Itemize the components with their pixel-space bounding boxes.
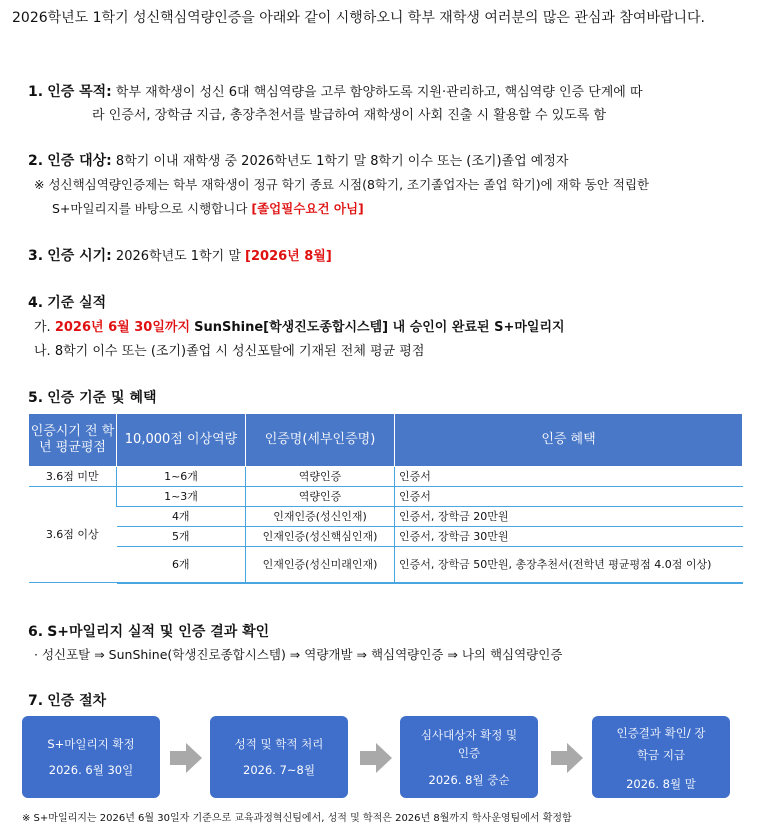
section-2-note-text: S+마일리지를 바탕으로 시행합니다 xyxy=(52,201,248,216)
section-3-title: 인증 시기: xyxy=(47,248,112,264)
section-check-title xyxy=(28,621,269,641)
section-target xyxy=(28,150,568,170)
section-criteria-title xyxy=(28,292,106,312)
section-4-item-b: 나. 8학기 이수 또는 (조기)졸업 시 성신포탈에 기재된 전체 평균 평점 xyxy=(34,344,425,359)
table-row xyxy=(29,467,743,487)
process-step-result xyxy=(592,716,730,798)
cell-name: 역량인증 xyxy=(246,487,395,507)
cell-benefit: 인증서 xyxy=(395,487,743,507)
section-6-number: 6. xyxy=(28,624,44,640)
section-3-text: 2026학년도 1학기 말 xyxy=(115,249,241,264)
table-row xyxy=(29,547,743,583)
procedure-footnote: ※ S+마일리지는 2026년 6월 30일자 기준으로 교육과정혁신팀에서, 성적 및 학적은 2026년 8월까지 학사운영팀에서 확정함 xyxy=(22,813,572,824)
cell-gpa: 3.6점 미만 xyxy=(29,467,117,487)
step-date: 2026. 8월 말 xyxy=(626,777,696,791)
section-1-title: 인증 목적: xyxy=(47,84,112,100)
section-5-number: 5. xyxy=(28,390,44,406)
step-label: 인증결과 확인/ 장학금 지급 xyxy=(616,726,706,762)
process-step-review xyxy=(400,716,538,798)
section-4-item-a xyxy=(34,316,565,335)
cell-name: 역량인증 xyxy=(246,467,395,487)
section-4-a-red: 2026년 6월 30일까지 xyxy=(54,320,191,335)
table-row xyxy=(29,507,743,527)
cell-count: 1~6개 xyxy=(117,467,246,487)
section-2-note-red: [졸업필수요건 아님] xyxy=(251,201,364,216)
cell-benefit: 인증서, 장학금 20만원 xyxy=(395,507,743,527)
section-3-number: 3. xyxy=(28,248,44,264)
table-row xyxy=(29,527,743,547)
cell-count: 1~3개 xyxy=(117,487,246,507)
section-1-line1: 학부 재학생이 성신 6대 핵심역량을 고루 함양하도록 지원·관리하고, 핵심역량 인증 단계에 따 xyxy=(115,85,643,100)
section-4-title: 기준 실적 xyxy=(47,295,107,311)
cell-count: 4개 xyxy=(117,507,246,527)
cell-benefit: 인증서, 장학금 30만원 xyxy=(395,527,743,547)
step-date: 2026. 7~8월 xyxy=(243,763,315,777)
section-purpose xyxy=(28,80,758,105)
cell-name: 인재인증(성신핵심인재) xyxy=(246,527,395,547)
section-2-note-line2 xyxy=(52,199,364,217)
section-timing xyxy=(28,245,332,265)
section-4-a-prefix: 가. xyxy=(34,320,51,335)
cell-gpa: 3.6점 이상 xyxy=(29,487,117,583)
process-step-mileage xyxy=(22,716,160,798)
section-2-number: 2. xyxy=(28,153,44,169)
cell-name: 인재인증(성신인재) xyxy=(246,507,395,527)
section-2-text: 8학기 이내 재학생 중 2026학년도 1학기 말 8학기 이수 또는 (조기)졸업 예정자 xyxy=(115,154,569,169)
step-date: 2026. 8월 중순 xyxy=(428,773,510,787)
process-step-grades xyxy=(210,716,348,798)
step-label: 심사대상자 확정 및 인증 xyxy=(420,728,518,760)
step-label: 성적 및 학적 처리 xyxy=(234,737,324,751)
header-benefit: 인증 혜택 xyxy=(395,414,743,467)
header-competency-count: 10,000점 이상역량 xyxy=(117,414,246,467)
table-header-row xyxy=(29,414,743,467)
section-3-red: [2026년 8월] xyxy=(245,249,332,264)
cell-benefit: 인증서 xyxy=(395,467,743,487)
step-date: 2026. 6월 30일 xyxy=(48,763,134,777)
section-7-number: 7. xyxy=(28,693,44,709)
header-cert-name: 인증명(세부인증명) xyxy=(246,414,395,467)
intro-paragraph: 2026학년도 1학기 성신핵심역량인증을 아래와 같이 시행하오니 학부 재학생 여러분의 많은 관심과 참여바랍니다. xyxy=(12,10,705,26)
criteria-table xyxy=(28,413,743,584)
section-5-title: 인증 기준 및 혜택 xyxy=(47,390,157,406)
section-7-title: 인증 절차 xyxy=(47,693,107,709)
cell-count: 5개 xyxy=(117,527,246,547)
cell-name: 인재인증(성신미래인재) xyxy=(246,547,395,583)
section-6-path: · 성신포탈 ⇒ SunShine(학생진로종합시스템) ⇒ 역량개발 ⇒ 핵심역량인증 ⇒ 나의 핵심역량인증 xyxy=(34,647,563,662)
section-4-number: 4. xyxy=(28,295,44,311)
section-benefits-title xyxy=(28,387,157,407)
section-2-title: 인증 대상: xyxy=(47,153,112,169)
section-4-a-bold: SunShine[학생진도종합시스템] 내 승인이 완료된 S+마일리지 xyxy=(194,320,565,335)
cell-benefit: 인증서, 장학금 50만원, 총장추천서(전학년 평균평점 4.0점 이상) xyxy=(395,547,743,583)
section-6-title: S+마일리지 실적 및 인증 결과 확인 xyxy=(47,624,270,640)
section-2-note-line1: ※ 성신핵심역량인증제는 학부 재학생이 정규 학기 종료 시점(8학기, 조기졸업자는 졸업 학기)에 재학 동안 적립한 xyxy=(34,177,650,192)
header-gpa: 인증시기 전 학년 평균평점 xyxy=(29,414,117,467)
step-label: S+마일리지 확정 xyxy=(47,737,135,751)
section-1-line2: 라 인증서, 장학금 지급, 총장추천서를 발급하여 재학생이 사회 진출 시 활용할 수 있도록 함 xyxy=(92,108,607,123)
table-row xyxy=(29,487,743,507)
section-1-number: 1. xyxy=(28,84,44,100)
section-procedure-title xyxy=(28,690,106,710)
cell-count: 6개 xyxy=(117,547,246,583)
